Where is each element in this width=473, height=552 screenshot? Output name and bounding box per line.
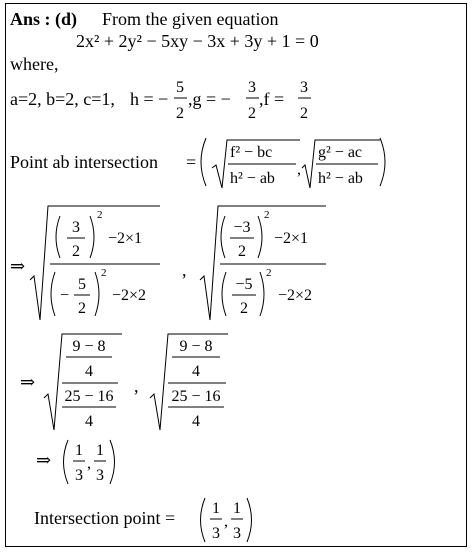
step1-c-den: 2 xyxy=(238,243,246,260)
step1-d-lparen xyxy=(222,272,226,316)
step1-b-lparen xyxy=(51,272,55,316)
step1-b-tail: −2×2 xyxy=(112,287,147,304)
step1-a-lparen xyxy=(56,216,60,258)
result-lparen xyxy=(201,498,206,542)
step1-arrow: ⇒ xyxy=(10,256,26,276)
formula-den1: h² − ab xyxy=(230,170,275,187)
step1-b-exp: 2 xyxy=(101,267,107,279)
step2-b-top: 9 − 8 xyxy=(179,338,213,355)
formula-label: Point ab intersection xyxy=(10,152,158,172)
step1-d-exp: 2 xyxy=(266,267,272,279)
step1-b-num: 5 xyxy=(78,276,86,293)
given-equation: 2x² + 2y² − 5xy − 3x + 3y + 1 = 0 xyxy=(76,31,319,51)
g-numerator: 3 xyxy=(248,79,256,96)
step1-b-rparen xyxy=(95,272,99,316)
formula-left-paren xyxy=(201,138,206,186)
step3-lparen xyxy=(64,440,69,484)
step1-a-rparen xyxy=(90,216,94,258)
step1-d-num: −5 xyxy=(235,276,253,293)
step2-b-mid: 4 xyxy=(192,363,200,380)
result-y-num: 1 xyxy=(233,500,241,517)
step3-x-num: 1 xyxy=(75,442,83,459)
step1-d-rparen xyxy=(260,272,264,316)
step2-a-top: 9 − 8 xyxy=(72,338,106,355)
step2-a-low: 25 − 16 xyxy=(64,388,114,405)
result-x-num: 1 xyxy=(212,500,220,517)
step2-a-bot: 4 xyxy=(85,413,93,430)
step1-c-num: −3 xyxy=(233,219,251,236)
coeff-g-label: ,g = − xyxy=(188,89,231,109)
step1-c-exp: 2 xyxy=(264,209,270,221)
formula-comma: , xyxy=(297,161,301,178)
step1-d-den: 2 xyxy=(240,300,248,317)
result-label: Intersection point = xyxy=(34,508,176,528)
coeff-abc: a=2, b=2, c=1, xyxy=(10,89,115,109)
step1-a-num: 3 xyxy=(72,219,80,236)
formula-equals: = xyxy=(186,152,197,172)
result-comma: , xyxy=(224,513,228,530)
answer-prefix: Ans : (d) xyxy=(10,9,78,29)
h-numerator: 5 xyxy=(176,79,184,96)
step1-c-tail: −2×1 xyxy=(274,230,309,247)
step3-y-num: 1 xyxy=(96,442,104,459)
step1-a-den: 2 xyxy=(72,243,80,260)
step2-b-bot: 4 xyxy=(192,413,200,430)
formula-den2: h² − ab xyxy=(318,170,363,187)
f-denominator: 2 xyxy=(300,105,308,122)
coeff-h-label: h = − xyxy=(130,89,169,109)
formula-num1: f² − bc xyxy=(230,144,273,161)
formula-right-paren xyxy=(380,138,385,186)
step1-comma: , xyxy=(182,260,187,280)
step3-arrow: ⇒ xyxy=(36,450,52,470)
result-y-den: 3 xyxy=(233,525,241,542)
formula-num2: g² − ac xyxy=(318,144,363,161)
step3-y-den: 3 xyxy=(96,467,104,484)
g-denominator: 2 xyxy=(248,105,256,122)
step1-d-tail: −2×2 xyxy=(278,287,313,304)
step2-arrow: ⇒ xyxy=(20,372,36,392)
step1-a-tail: −2×1 xyxy=(108,230,143,247)
step1-c-lparen xyxy=(221,216,225,258)
step3-rparen xyxy=(110,440,115,484)
coeff-f-label: ,f = xyxy=(259,89,285,109)
step1-b-minus: − xyxy=(60,287,70,304)
step1-b-den: 2 xyxy=(78,300,86,317)
f-numerator: 3 xyxy=(300,79,308,96)
step1-c-rparen xyxy=(258,216,262,258)
h-denominator: 2 xyxy=(176,105,184,122)
step3-comma: , xyxy=(87,455,91,472)
where-label: where, xyxy=(10,54,59,74)
step2-b-low: 25 − 16 xyxy=(171,388,221,405)
step1-a-exp: 2 xyxy=(97,209,103,221)
step3-x-den: 3 xyxy=(75,467,83,484)
result-x-den: 3 xyxy=(212,525,220,542)
result-rparen xyxy=(247,498,252,542)
step2-comma: , xyxy=(134,376,139,396)
intro-text: From the given equation xyxy=(102,9,279,29)
step2-a-mid: 4 xyxy=(85,363,93,380)
